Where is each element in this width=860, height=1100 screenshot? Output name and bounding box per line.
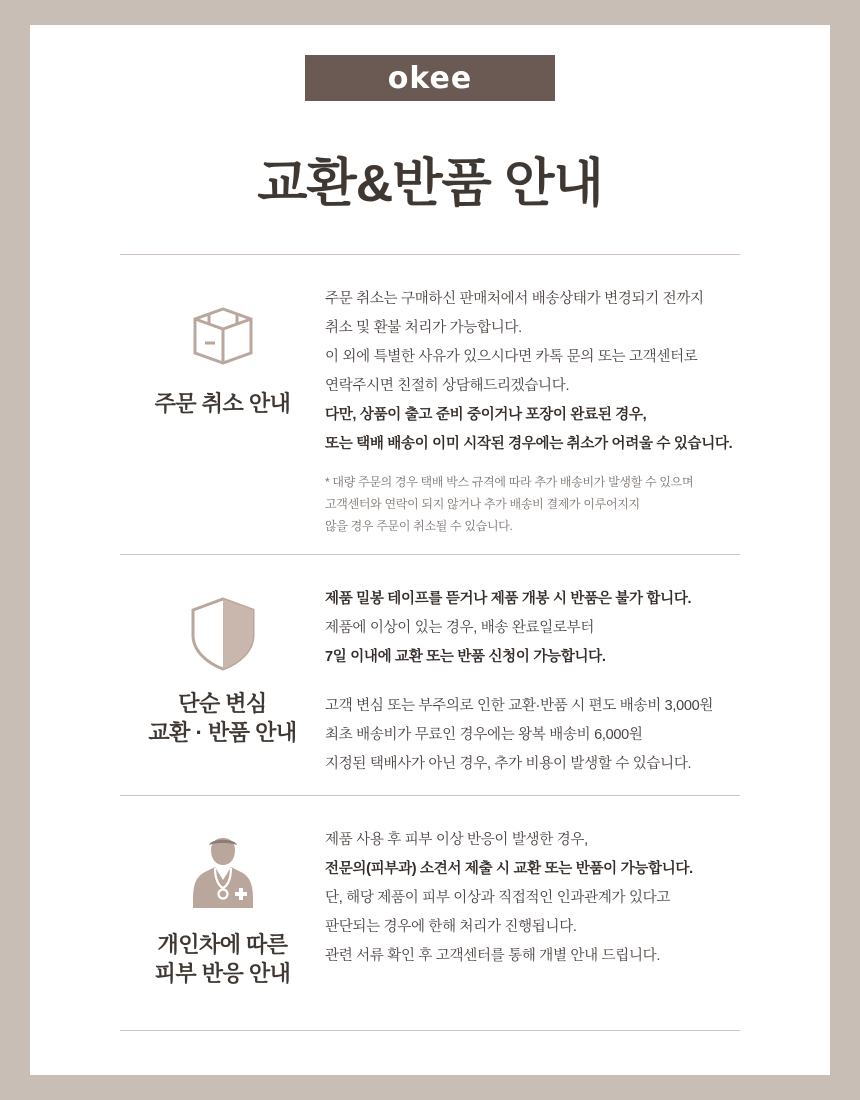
section-2-spacer [325, 672, 740, 692]
section-2-left [120, 581, 325, 779]
section-3-left [120, 822, 325, 988]
section-change-of-mind [120, 555, 740, 795]
section-1-note: 않을 경우 주문이 취소될 수 있습니다. [325, 519, 513, 534]
section-3-line: 단, 해당 제품이 피부 이상과 직접적인 인과관계가 있다고 [325, 889, 671, 906]
section-2-line: 제품에 이상이 있는 경우, 배송 완료일로부터 [325, 619, 595, 636]
section-3-line: 관련 서류 확인 후 고객센터를 통해 개별 안내 드립니다. [325, 947, 661, 964]
doctor-icon [185, 832, 261, 916]
section-2-line: 최초 배송비가 무료인 경우에는 왕복 배송비 6,000원 [325, 726, 643, 743]
brand-logo: okee [305, 55, 555, 101]
section-2-line: 지정된 택배사가 아닌 경우, 추가 비용이 발생할 수 있습니다. [325, 755, 692, 772]
section-2-label-line-1: 단순 변심 [178, 690, 267, 716]
section-1-left [120, 281, 325, 538]
section-1-line: 또는 택배 배송이 이미 시작된 경우에는 취소가 어려울 수 있습니다. [325, 436, 733, 452]
logo-container [76, 25, 784, 101]
section-1-line: 이 외에 특별한 사유가 있으시다면 카톡 문의 또는 고객센터로 [325, 349, 698, 365]
section-3-line: 제품 사용 후 피부 이상 반응이 발생한 경우, [325, 831, 588, 848]
package-box-icon [185, 291, 261, 375]
section-1-label [155, 389, 291, 418]
section-2-line: 7일 이내에 교환 또는 반품 신청이 가능합니다. [325, 648, 606, 665]
section-1-line: 다만, 상품이 출고 준비 중이거나 포장이 완료된 경우, [325, 407, 647, 423]
section-order-cancel [120, 255, 740, 554]
section-1-label-line-1: 주문 취소 안내 [154, 391, 291, 416]
section-3-line: 전문의(피부과) 소견서 제출 시 교환 또는 반품이 가능합니다. [325, 860, 693, 877]
section-2-label-line-2: 교환 · 반품 안내 [148, 719, 297, 745]
section-2-body [325, 581, 740, 779]
divider-bottom [120, 1030, 740, 1031]
section-1-note: 고객센터와 연락이 되지 않거나 추가 배송비 결제가 이루어지지 [325, 497, 640, 512]
section-1-body [325, 281, 740, 538]
section-2-line: 제품 밀봉 테이프를 뜯거나 제품 개봉 시 반품은 불가 합니다. [325, 590, 692, 607]
section-3-label-line-2: 피부 반응 안내 [154, 960, 291, 986]
section-3-body [325, 822, 740, 988]
page-title: 교환&반품 안내 [257, 155, 603, 213]
section-1-notes [325, 471, 740, 538]
section-3-label-line-1: 개인차에 따른 [157, 931, 288, 957]
section-1-line: 취소 및 환불 처리가 가능합니다. [325, 320, 522, 336]
section-1-line: 주문 취소는 구매하신 판매처에서 배송상태가 변경되기 전까지 [325, 291, 704, 307]
shield-icon [185, 591, 261, 675]
section-2-line: 고객 변심 또는 부주의로 인한 교환·반품 시 편도 배송비 3,000원 [325, 697, 714, 714]
section-3-label [155, 930, 291, 988]
section-1-note: * 대량 주문의 경우 택배 박스 규격에 따라 추가 배송비가 발생할 수 있으며 [325, 475, 694, 489]
section-skin-reaction [120, 796, 740, 1004]
section-2-label [148, 689, 296, 747]
section-1-line: 연락주시면 친절히 상담해드리겠습니다. [325, 378, 570, 394]
guide-page [30, 25, 830, 1075]
section-3-line: 판단되는 경우에 한해 처리가 진행됩니다. [325, 918, 577, 935]
